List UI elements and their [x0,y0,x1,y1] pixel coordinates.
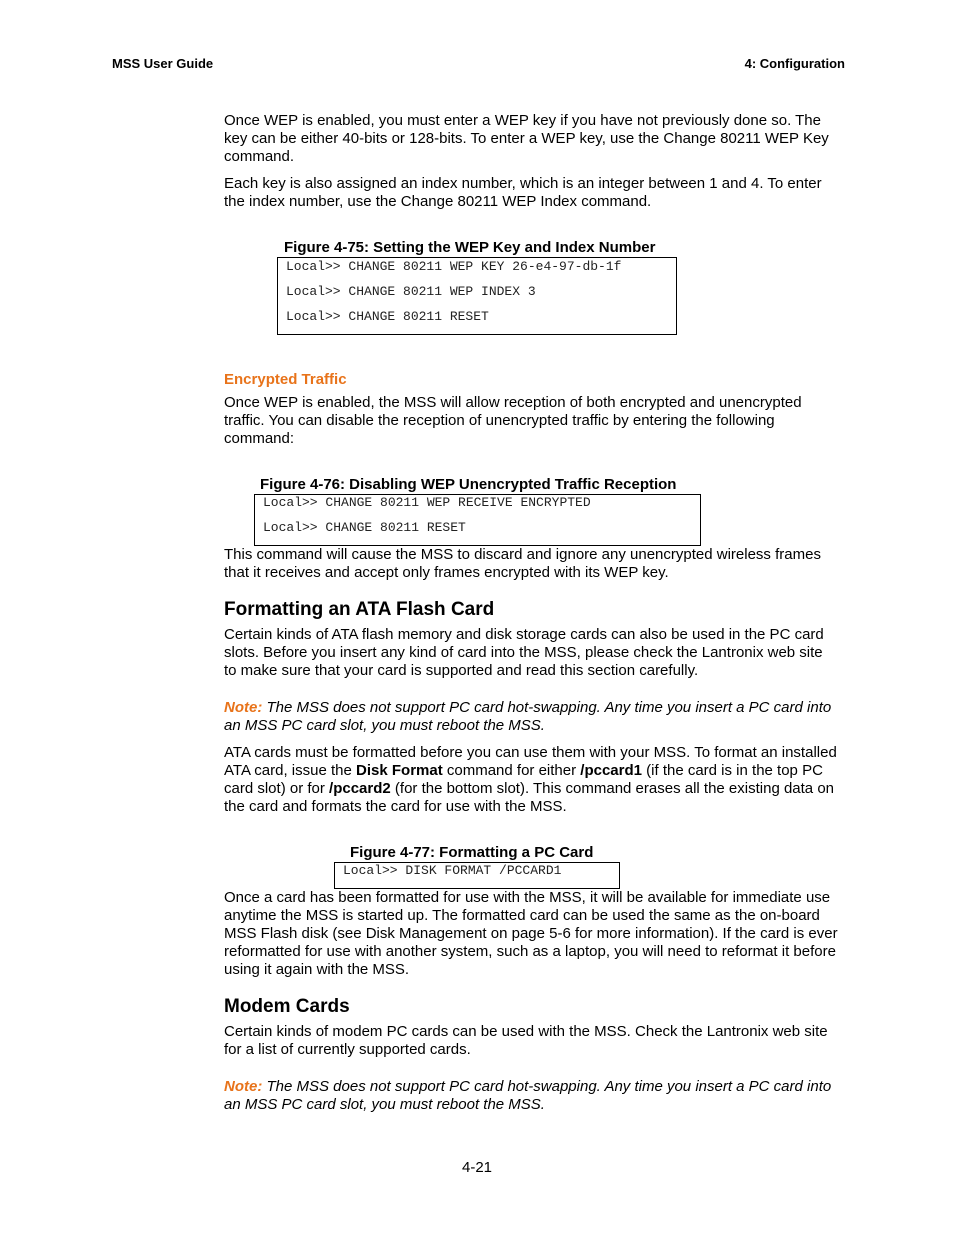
ata-note [224,699,838,735]
note-text: The MSS does not support PC card hot-swapping. Any time you insert a PC card into an MSS PC card slot, you must reboot the MSS. [224,699,832,734]
code-line: Local>> DISK FORMAT /PCCARD1 [343,863,562,878]
figure-77-code-box [334,862,620,889]
encrypted-traffic-heading: Encrypted Traffic [224,371,347,388]
ata-heading: Formatting an ATA Flash Card [224,599,495,620]
ata-paragraph-1: Certain kinds of ATA flash memory and disk storage cards can also be used in the PC card slots. Before you insert any kind of card into the MSS, please check the Lantronix web site to make sure that your card is supported and read this section carefully. [224,626,824,679]
code-line: Local>> CHANGE 80211 RESET [263,520,466,535]
note-text: The MSS does not support PC card hot-swapping. Any time you insert a PC card into an MSS PC card slot, you must reboot the MSS. [224,1078,832,1113]
encrypted-paragraph: Once WEP is enabled, the MSS will allow reception of both encrypted and unencrypted traffic. You can disable the reception of unencrypted traffic by entering the following command: [224,394,802,447]
modem-paragraph: Certain kinds of modem PC cards can be used with the MSS. Check the Lantronix web site for a list of currently supported cards. [224,1023,828,1058]
intro-paragraph-1: Once WEP is enabled, you must enter a WEP key if you have not previously done so. The key can be either 40-bits or 128-bits. To enter a WEP key, use the Change 80211 WEP Key command. [224,112,829,165]
figure-76-caption: Figure 4-76: Disabling WEP Unencrypted Traffic Reception [260,476,677,493]
intro-paragraph-2: Each key is also assigned an index number, which is an integer between 1 and 4. To enter the index number, use the Change 80211 WEP Index command. [224,175,822,210]
text-run: command for either [442,762,581,779]
pccard1-path: /pccard1 [580,762,642,779]
disk-format-command: Disk Format [356,762,443,779]
ata-paragraph-2 [224,744,838,816]
code-line: Local>> CHANGE 80211 WEP KEY 26-e4-97-db-1f [286,259,622,274]
header-left: MSS User Guide [112,56,214,71]
header-right: 4: Configuration [744,56,845,71]
text-run: (if the card is in the top PC card slot) or for [224,762,823,797]
pccard2-path: /pccard2 [329,780,391,797]
figure-77-caption: Figure 4-77: Formatting a PC Card [350,844,594,861]
modem-note [224,1078,838,1114]
code-line: Local>> CHANGE 80211 WEP INDEX 3 [286,284,536,299]
after-figure-77-paragraph: Once a card has been formatted for use with the MSS, it will be available for immediate use anytime the MSS is started up. The formatted card can be used the same as the on-board MSS Flash disk (see Disk Management on page 5-6 for more information). If the card is ever reformatted for use with another system, such as a laptop, you will need to reformat it before using it again with the MSS. [224,889,838,978]
figure-75-code-box [277,257,677,335]
note-label: Note: [224,1078,263,1095]
code-line: Local>> CHANGE 80211 WEP RECEIVE ENCRYPTED [263,495,591,510]
page-number: 4-21 [461,1159,493,1176]
note-label: Note: [224,699,263,716]
after-figure-76-paragraph: This command will cause the MSS to discard and ignore any unencrypted wireless frames that it receives and accept only frames encrypted with its WEP key. [224,546,821,581]
modem-heading: Modem Cards [224,996,350,1017]
text-run: ATA cards must be formatted before you can use them with your MSS. To format an installed ATA card, issue the [224,744,837,779]
text-run: (for the bottom slot). This command erases all the existing data on the card and formats the card for use with the MSS. [224,780,835,815]
code-line: Local>> CHANGE 80211 RESET [286,309,489,324]
figure-75-caption: Figure 4-75: Setting the WEP Key and Index Number [284,239,656,256]
figure-76-code-box [254,494,701,546]
